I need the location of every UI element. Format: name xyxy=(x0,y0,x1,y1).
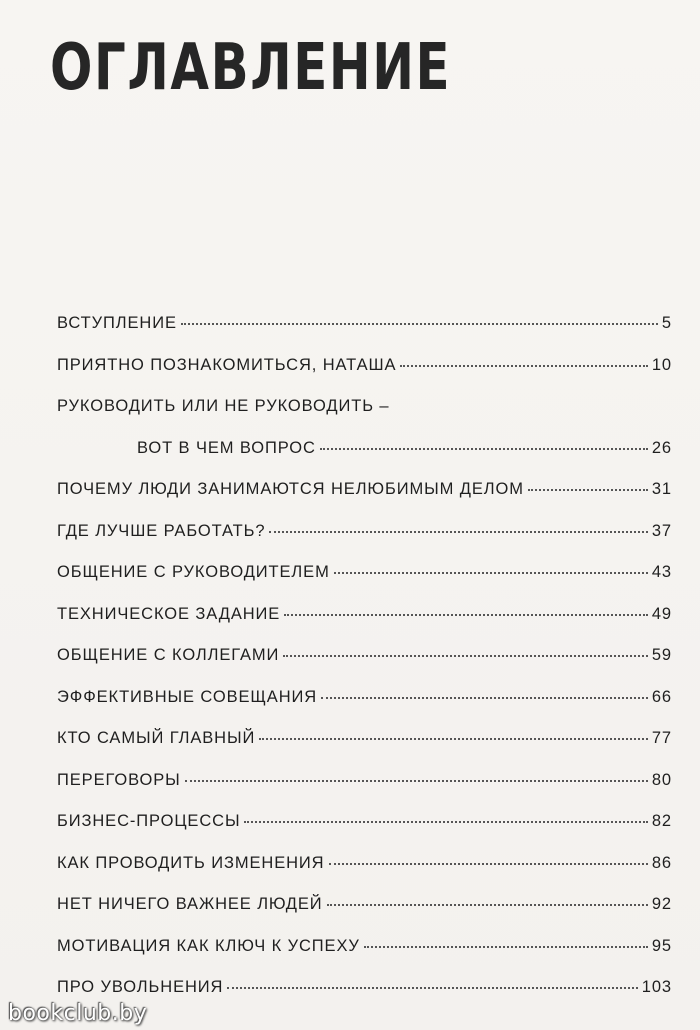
toc-entry-title: ОБЩЕНИЕ С РУКОВОДИТЕЛЕМ xyxy=(57,563,330,581)
toc-entry xyxy=(57,937,672,979)
dot-leader xyxy=(269,531,647,533)
dot-leader xyxy=(227,987,637,989)
dot-leader xyxy=(181,323,658,325)
toc-entry xyxy=(57,480,672,522)
toc-entry-title: ПОЧЕМУ ЛЮДИ ЗАНИМАЮТСЯ НЕЛЮБИМЫМ ДЕЛОМ xyxy=(57,480,524,498)
watermark: bookclub.by xyxy=(8,1001,148,1026)
toc-entry-page: 77 xyxy=(651,729,672,747)
toc-entry-title: ВСТУПЛЕНИЕ xyxy=(57,314,177,332)
toc-entry-page: 86 xyxy=(651,853,672,872)
toc-entry-page: 49 xyxy=(651,604,672,623)
toc-entry-title: ГДЕ ЛУЧШЕ РАБОТАТЬ? xyxy=(57,521,266,540)
toc-entry-page: 95 xyxy=(651,936,672,955)
toc-entry xyxy=(57,522,672,564)
toc-entry-title: ТЕХНИЧЕСКОЕ ЗАДАНИЕ xyxy=(57,604,281,623)
toc-entry xyxy=(57,812,672,854)
toc-entry xyxy=(57,646,672,688)
toc-entry-page: 103 xyxy=(641,978,672,996)
toc-entry-title: ПЕРЕГОВОРЫ xyxy=(57,770,181,789)
toc-entry-page: 66 xyxy=(651,687,672,706)
toc-entry-page: 82 xyxy=(651,812,672,830)
toc-entry xyxy=(57,688,672,730)
toc-entry-page: 37 xyxy=(651,521,672,540)
toc-entry-title: ПРИЯТНО ПОЗНАКОМИТЬСЯ, НАТАША xyxy=(57,355,397,374)
toc-entry-page: 26 xyxy=(651,438,672,457)
toc-entry-title: НЕТ НИЧЕГО ВАЖНЕЕ ЛЮДЕЙ xyxy=(57,895,323,913)
toc-entry xyxy=(57,563,672,605)
dot-leader xyxy=(400,365,647,367)
toc-entry-title: КТО САМЫЙ ГЛАВНЫЙ xyxy=(57,729,256,747)
dot-leader xyxy=(321,697,648,699)
toc-entry-title: РУКОВОДИТЬ ИЛИ НЕ РУКОВОДИТЬ – xyxy=(57,397,390,415)
page-title: ОГЛАВЛЕНИЕ xyxy=(50,31,452,105)
toc-entry-title: БИЗНЕС-ПРОЦЕССЫ xyxy=(57,812,241,830)
toc-entry xyxy=(57,771,672,813)
table-of-contents xyxy=(57,314,672,1020)
dot-leader xyxy=(259,738,648,740)
dot-leader xyxy=(364,946,648,948)
dot-leader xyxy=(320,448,648,450)
toc-entry-page: 31 xyxy=(651,480,672,498)
toc-entry-page: 92 xyxy=(651,895,672,913)
dot-leader xyxy=(327,904,648,906)
dot-leader xyxy=(334,572,648,574)
dot-leader xyxy=(329,863,648,865)
dot-leader xyxy=(244,821,647,823)
toc-entry-page: 80 xyxy=(651,770,672,789)
toc-entry-title: МОТИВАЦИЯ КАК КЛЮЧ К УСПЕХУ xyxy=(57,936,360,955)
toc-entry-page: 43 xyxy=(651,563,672,581)
dot-leader xyxy=(284,614,648,616)
dot-leader xyxy=(283,655,648,657)
toc-entry xyxy=(57,356,672,398)
toc-entry-title-line2: ВОТ В ЧЕМ ВОПРОС xyxy=(137,438,316,457)
dot-leader xyxy=(185,780,648,782)
toc-entry-title: ОБЩЕНИЕ С КОЛЛЕГАМИ xyxy=(57,646,280,664)
toc-entry-page: 5 xyxy=(661,314,672,332)
toc-entry xyxy=(57,605,672,647)
toc-entry xyxy=(57,854,672,896)
toc-entry xyxy=(57,314,672,356)
toc-entry-title: КАК ПРОВОДИТЬ ИЗМЕНЕНИЯ xyxy=(57,853,325,872)
toc-entry-title: ЭФФЕКТИВНЫЕ СОВЕЩАНИЯ xyxy=(57,687,318,706)
toc-entry-page: 10 xyxy=(651,355,672,374)
toc-entry-title: ПРО УВОЛЬНЕНИЯ xyxy=(57,978,224,996)
toc-entry xyxy=(57,978,672,1020)
toc-entry-page: 59 xyxy=(651,646,672,664)
dot-leader xyxy=(528,489,648,491)
toc-entry xyxy=(57,729,672,771)
toc-entry xyxy=(57,895,672,937)
toc-entry xyxy=(57,397,672,480)
